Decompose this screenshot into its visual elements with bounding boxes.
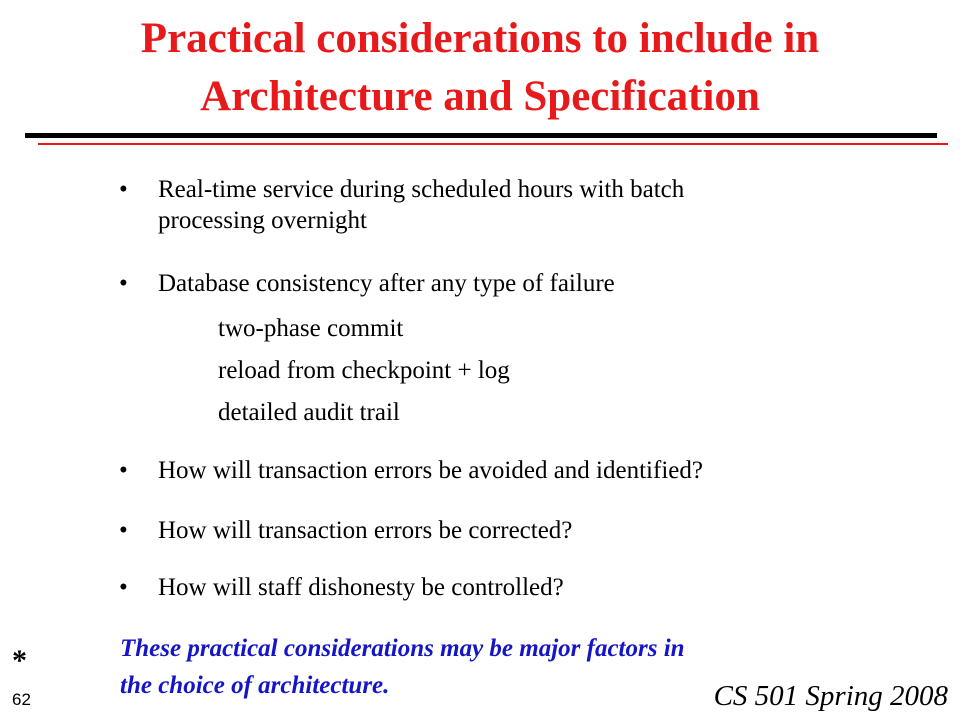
bullet-text: How will transaction errors be corrected?	[158, 517, 573, 544]
bullet-item-staff-dishonesty	[119, 572, 879, 603]
bullet-icon: •	[119, 517, 128, 544]
slide-title	[0, 10, 960, 126]
bullet-text: Database consistency after any type of failure	[158, 270, 615, 297]
emphasis-note-line: These practical considerations may be major factors in	[120, 635, 685, 662]
bullet-icon: •	[119, 574, 128, 601]
slide-title-line-2: Architecture and Specification	[200, 73, 760, 120]
sub-item-reload-checkpoint: reload from checkpoint + log	[218, 357, 510, 384]
bullet-text: How will staff dishonesty be controlled?	[158, 574, 564, 601]
bullet-text-line: processing overnight	[158, 207, 367, 234]
title-divider-black	[25, 133, 937, 138]
bullet-icon: •	[119, 270, 128, 297]
bullet-text-line: Real-time service during scheduled hours with batch	[158, 176, 685, 203]
emphasis-note-line: the choice of architecture.	[120, 672, 390, 699]
bullet-item-errors-avoided	[119, 455, 879, 486]
course-label: CS 501 Spring 2008	[713, 680, 948, 712]
bullet-text: How will transaction errors be avoided and identified?	[158, 457, 703, 484]
bullet-item-realtime	[119, 174, 879, 236]
title-divider-red	[38, 143, 948, 145]
page-number: 62	[12, 690, 31, 709]
bullet-icon: •	[119, 457, 128, 484]
sub-item-audit-trail: detailed audit trail	[218, 399, 400, 426]
sub-item-two-phase-commit: two-phase commit	[218, 315, 404, 342]
star-marker: *	[12, 644, 27, 677]
bullet-text	[158, 174, 879, 236]
bullet-item-errors-corrected	[119, 515, 879, 546]
bullet-item-database-consistency	[119, 268, 879, 299]
slide-title-line-1: Practical considerations to include in	[140, 15, 820, 62]
bullet-icon: •	[119, 176, 128, 203]
